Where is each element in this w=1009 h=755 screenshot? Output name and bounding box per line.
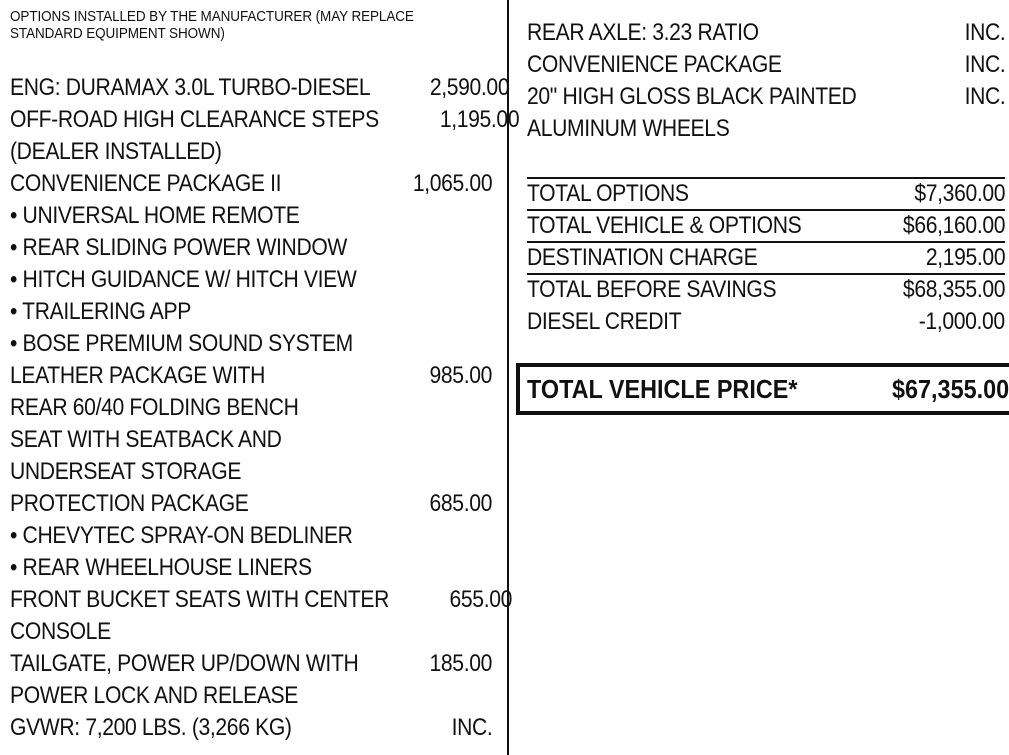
option-line — [527, 49, 1005, 81]
option-line-text: CONSOLE — [10, 618, 111, 645]
option-line-text: SEAT WITH SEATBACK AND — [10, 426, 282, 453]
option-item — [10, 712, 492, 744]
option-line — [10, 616, 492, 648]
option-line — [10, 456, 492, 488]
option-line-text: • REAR WHEELHOUSE LINERS — [10, 554, 312, 581]
option-line-text: REAR AXLE: 3.23 RATIO — [527, 19, 759, 46]
option-line-text: • TRAILERING APP — [10, 298, 191, 325]
option-line — [10, 488, 492, 520]
option-item — [10, 168, 492, 360]
option-item — [527, 81, 1005, 145]
total-vehicle-price-value: $67,355.00 — [891, 373, 1009, 404]
total-row-value: $7,360.00 — [914, 180, 1005, 207]
option-price: 185.00 — [429, 650, 492, 677]
options-header — [10, 8, 492, 42]
option-line-text: LEATHER PACKAGE WITH — [10, 362, 266, 389]
option-line — [10, 72, 510, 104]
option-price: INC. — [964, 51, 1005, 78]
options-right-column — [527, 17, 1009, 415]
option-line-text: 20" HIGH GLOSS BLACK PAINTED — [527, 83, 857, 110]
option-line — [10, 200, 492, 232]
option-line — [10, 648, 492, 680]
option-line-text: TAILGATE, POWER UP/DOWN WITH — [10, 650, 359, 677]
option-line — [10, 168, 492, 200]
total-row — [527, 241, 1005, 273]
option-line — [10, 232, 492, 264]
options-list-right — [527, 17, 1005, 145]
option-item — [10, 584, 512, 648]
total-vehicle-price-label: TOTAL VEHICLE PRICE* — [527, 373, 798, 404]
option-line — [10, 296, 492, 328]
option-price: 2,590.00 — [430, 74, 510, 101]
option-price: 1,195.00 — [439, 106, 520, 133]
option-line-text: • CHEVYTEC SPRAY-ON BEDLINER — [10, 522, 353, 549]
totals-section — [527, 177, 1005, 337]
option-item — [10, 488, 492, 584]
total-row-value: $68,355.00 — [902, 276, 1005, 303]
options-left-column — [10, 8, 520, 744]
option-line — [10, 712, 492, 744]
option-line-text: ALUMINUM WHEELS — [527, 115, 730, 142]
option-price: 1,065.00 — [412, 170, 492, 197]
total-vehicle-price-box — [516, 363, 1009, 415]
option-line — [10, 552, 492, 584]
total-row-value: -1,000.00 — [918, 308, 1005, 335]
option-price: INC. — [964, 83, 1005, 110]
option-price: 685.00 — [429, 490, 492, 517]
option-line-text: ENG: DURAMAX 3.0L TURBO-DIESEL — [10, 74, 371, 101]
options-header-line-2: STANDARD EQUIPMENT SHOWN) — [10, 25, 225, 42]
option-price: 985.00 — [429, 362, 492, 389]
option-line-text: GVWR: 7,200 LBS. (3,266 KG) — [10, 714, 292, 741]
option-item — [10, 648, 492, 712]
option-line-text: UNDERSEAT STORAGE — [10, 458, 242, 485]
option-price: INC. — [451, 714, 492, 741]
option-line — [10, 424, 492, 456]
option-line — [10, 520, 492, 552]
option-line — [10, 104, 520, 136]
option-line-text: OFF-ROAD HIGH CLEARANCE STEPS — [10, 106, 379, 133]
total-row — [527, 209, 1005, 241]
option-line — [10, 264, 492, 296]
total-row — [527, 177, 1005, 209]
option-line-text: CONVENIENCE PACKAGE II — [10, 170, 282, 197]
option-item — [527, 17, 1005, 49]
option-line — [527, 17, 1005, 49]
total-row-value: $66,160.00 — [902, 212, 1005, 239]
option-item — [10, 360, 492, 488]
option-line-text: CONVENIENCE PACKAGE — [527, 51, 782, 78]
option-line — [527, 81, 1005, 113]
options-header-line-1: OPTIONS INSTALLED BY THE MANUFACTURER (MAY REPLACE — [10, 8, 414, 25]
option-line — [527, 113, 1005, 145]
option-line-text: (DEALER INSTALLED) — [10, 138, 222, 165]
option-line-text: • REAR SLIDING POWER WINDOW — [10, 234, 347, 261]
total-row-value: 2,195.00 — [925, 244, 1005, 271]
option-item — [10, 104, 520, 168]
total-row — [527, 305, 1005, 337]
option-line-text: • BOSE PREMIUM SOUND SYSTEM — [10, 330, 353, 357]
option-item — [527, 49, 1005, 81]
total-row-label: TOTAL OPTIONS — [527, 180, 689, 207]
total-row-label: DESTINATION CHARGE — [527, 244, 758, 271]
total-row-label: TOTAL VEHICLE & OPTIONS — [527, 212, 802, 239]
option-line-text: FRONT BUCKET SEATS WITH CENTER — [10, 586, 390, 613]
option-line-text: • HITCH GUIDANCE W/ HITCH VIEW — [10, 266, 357, 293]
option-line — [10, 680, 492, 712]
total-row — [527, 273, 1005, 305]
option-line — [10, 328, 492, 360]
option-line-text: POWER LOCK AND RELEASE — [10, 682, 299, 709]
option-price: INC. — [964, 19, 1005, 46]
option-line-text: REAR 60/40 FOLDING BENCH — [10, 394, 299, 421]
option-line — [10, 360, 492, 392]
option-price: 655.00 — [449, 586, 512, 613]
option-line — [10, 392, 492, 424]
total-row-label: TOTAL BEFORE SAVINGS — [527, 276, 777, 303]
option-item — [10, 72, 510, 104]
option-line-text: PROTECTION PACKAGE — [10, 490, 249, 517]
option-line-text: • UNIVERSAL HOME REMOTE — [10, 202, 300, 229]
options-list-left — [10, 72, 520, 744]
option-line — [10, 584, 512, 616]
option-line — [10, 136, 492, 168]
total-row-label: DIESEL CREDIT — [527, 308, 682, 335]
